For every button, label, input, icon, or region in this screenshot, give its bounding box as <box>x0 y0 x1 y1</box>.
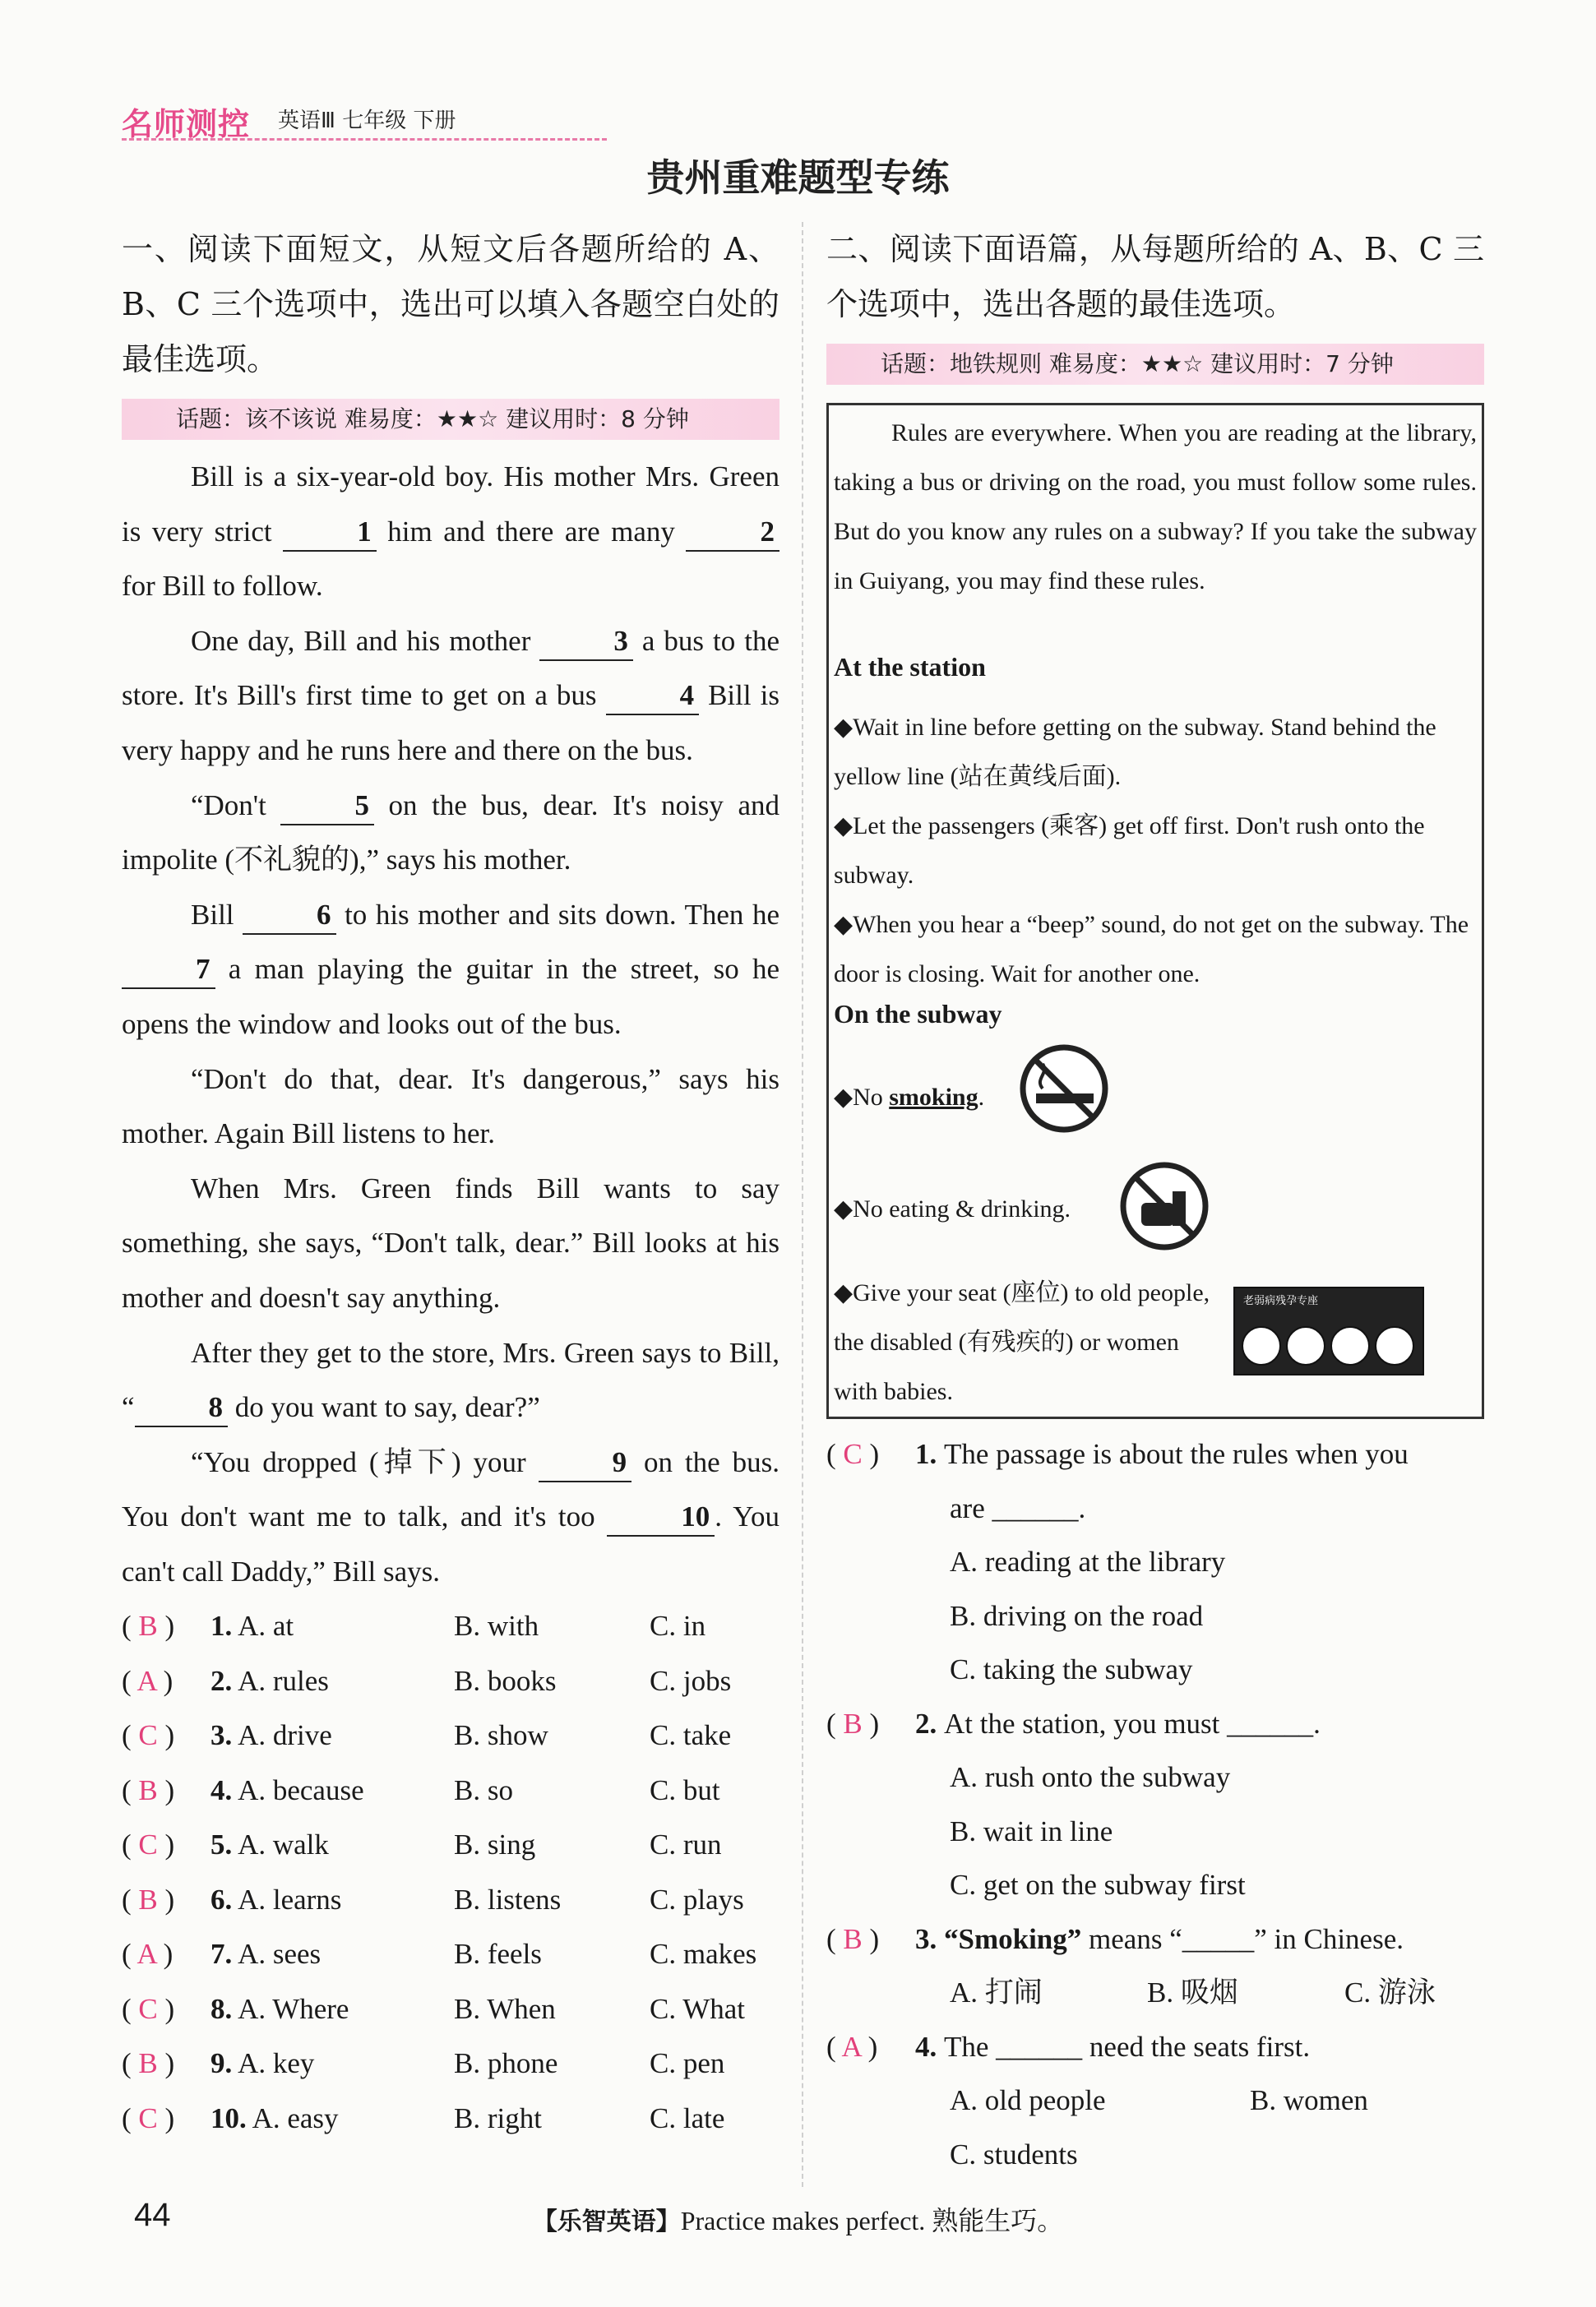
answer-letter: B <box>138 1610 158 1643</box>
passage-text: When Mrs. Green finds Bill wants to say something, she says, “Don't talk, dear.” Bill looks at his mother and doesn't say anything. <box>122 1172 779 1314</box>
rule-text: When you hear a “beep” sound, do not get on the subway. The door is closing. Wait for another one. <box>834 911 1469 987</box>
paren-open: ( <box>826 1707 844 1740</box>
answer-letter: C <box>843 1438 863 1470</box>
passage-text: Bill is very happy and he runs here and there on the bus. <box>122 679 779 766</box>
passage-text: him and there are many <box>376 515 687 548</box>
passage-paragraph <box>122 1162 779 1326</box>
cloze-questions <box>122 1599 779 2146</box>
question-number: 7. <box>210 1938 233 1971</box>
pregnant-icon <box>1330 1326 1370 1366</box>
cloze-blank: 7 <box>122 951 215 989</box>
paren-close: ) <box>860 2030 878 2063</box>
paren-close: ) <box>157 2047 175 2080</box>
option-a <box>210 1599 294 1654</box>
answer-paren <box>122 1818 174 1873</box>
footer-brand: 【乐智英语】 <box>532 2208 681 2236</box>
answer-letter: C <box>138 1992 158 2025</box>
question-number: 1. <box>210 1610 233 1643</box>
question-number: 3. <box>210 1719 233 1752</box>
question-number: 1. <box>915 1438 944 1470</box>
option-c: C. take <box>650 1719 732 1752</box>
option-b: B. sing <box>454 1828 536 1861</box>
options-row <box>826 1589 1484 1644</box>
passage-paragraph <box>122 1326 779 1436</box>
answer-letter: C <box>138 2101 158 2134</box>
answer-letter: B <box>138 1773 158 1806</box>
station-rule-3 <box>834 900 1477 999</box>
answer-paren <box>122 1708 174 1764</box>
answer-letter: C <box>138 1828 158 1861</box>
option: A. 打闹 <box>950 1976 1043 2009</box>
bullet-icon: ◆ <box>834 1195 854 1223</box>
paren-close: ) <box>157 2101 175 2134</box>
answer-letter: A <box>841 2030 861 2063</box>
passage-text: on the bus, dear. It's noisy and impolite (不礼貌的),” says his mother. <box>122 788 780 876</box>
stem-text: means “_____” in Chinese. <box>1081 1922 1404 1955</box>
stem-text: The ______ need the seats first. <box>944 2030 1311 2063</box>
option-c: C. run <box>650 1828 722 1861</box>
paren-open: ( <box>826 1438 844 1470</box>
rule-text: No eating & drinking. <box>853 1195 1071 1223</box>
section-one <box>122 222 779 2146</box>
answer-paren <box>826 1697 879 1751</box>
question-row <box>122 1818 779 1873</box>
answer-paren <box>826 1427 879 1482</box>
option-b: B. When <box>454 1992 556 2025</box>
cloze-blank: 3 <box>539 623 633 661</box>
question-row <box>122 1708 779 1764</box>
option-c: C. jobs <box>650 1664 732 1697</box>
options-row <box>826 2128 1484 2182</box>
option-a <box>210 1982 349 2037</box>
stem-text: The passage is about the rules when you <box>944 1438 1409 1470</box>
question-number: 2. <box>915 1707 944 1740</box>
bullet-icon: ◆ <box>834 1279 854 1306</box>
stem-text: At the station, you must ______. <box>944 1707 1321 1740</box>
question-row <box>122 1927 779 1982</box>
bullet-icon: ◆ <box>834 714 854 741</box>
question-stem-cont <box>826 1482 1484 1536</box>
question-number: 9. <box>210 2047 233 2080</box>
option: A. rush onto the subway <box>950 1761 1231 1793</box>
option-a-text: A. learns <box>232 1883 342 1916</box>
smoking-word: smoking <box>889 1084 978 1111</box>
answer-letter: C <box>138 1719 158 1752</box>
question-row <box>122 2037 779 2092</box>
answer-paren <box>826 1912 879 1967</box>
subway-rules-box <box>826 403 1484 1419</box>
option: B. women <box>1250 2084 1368 2116</box>
answer-paren <box>122 1927 173 1982</box>
book-subtitle: 英语Ⅲ 七年级 下册 <box>278 109 456 133</box>
option-a <box>210 1654 329 1709</box>
option-b: B. so <box>454 1773 513 1806</box>
cloze-blank: 10 <box>607 1499 715 1537</box>
section-one-topic-bar: 话题：该不该说 难易度：★★☆ 建议用时：8 分钟 <box>122 399 779 440</box>
paren-open: ( <box>826 1922 844 1955</box>
passage-text: “You dropped (掉下) your <box>191 1445 539 1478</box>
options-row <box>826 1535 1484 1589</box>
answer-letter: B <box>843 1922 863 1955</box>
paren-open: ( <box>122 1773 139 1806</box>
paren-open: ( <box>122 1992 139 2025</box>
option-a <box>210 1873 341 1928</box>
option-a-text: A. sees <box>232 1938 322 1971</box>
box-intro: Rules are everywhere. When you are reading at the library, taking a bus or driving on the road, you must follow some rules. But do you know any rules on a subway? If you take the subway in Guiyang, you may find these rules. <box>834 419 1477 594</box>
question-row <box>826 1912 1484 1967</box>
priority-seat-sign-icon <box>1233 1287 1424 1375</box>
answer-paren <box>122 2037 174 2092</box>
paren-close: ) <box>155 1938 173 1971</box>
answer-paren <box>122 1654 173 1709</box>
option: C. get on the subway first <box>950 1869 1246 1901</box>
passage-text: One day, Bill and his mother <box>191 624 540 657</box>
option-b: B. feels <box>454 1938 542 1971</box>
no-smoking-rule <box>834 1073 1477 1122</box>
question-row <box>122 1764 779 1819</box>
answer-paren <box>122 1873 174 1928</box>
rule-prefix: No <box>853 1084 890 1111</box>
paren-close: ) <box>155 1664 173 1697</box>
child-icon <box>1375 1326 1414 1366</box>
option-a-text: A. drive <box>232 1719 332 1752</box>
question-stem <box>915 1697 1321 1751</box>
paren-close: ) <box>862 1438 880 1470</box>
option-a-text: A. Where <box>232 1992 349 2025</box>
answer-letter: B <box>138 1883 158 1916</box>
question-row <box>122 1873 779 1928</box>
option-a <box>210 1764 364 1819</box>
option-a <box>210 2037 314 2092</box>
no-smoking-sign-icon <box>1018 1043 1110 1135</box>
option: C. students <box>950 2138 1078 2171</box>
paren-close: ) <box>862 1707 880 1740</box>
passage-text: a man playing the guitar in the street, so he opens the window and looks out of the bus. <box>122 953 779 1040</box>
bullet-icon: ◆ <box>834 812 854 839</box>
question-row <box>122 2092 779 2147</box>
option-c: C. in <box>650 1610 706 1643</box>
answer-paren <box>122 1764 174 1819</box>
paren-close: ) <box>157 1719 175 1752</box>
question-stem <box>915 1912 1404 1967</box>
section-two-topic-bar: 话题：地铁规则 难易度：★★☆ 建议用时：7 分钟 <box>826 344 1484 385</box>
cloze-blank: 1 <box>283 514 377 552</box>
cloze-passage <box>122 450 779 1599</box>
paren-open: ( <box>122 1610 139 1643</box>
passage-text: . You can't call Daddy,” Bill says. <box>122 1500 780 1588</box>
paren-open: ( <box>122 2047 139 2080</box>
section-two <box>826 222 1484 2181</box>
passage-paragraph <box>122 779 779 888</box>
cloze-blank: 4 <box>606 677 700 715</box>
option-c: C. but <box>650 1773 720 1806</box>
rule-period: . <box>978 1084 985 1111</box>
bullet-icon: ◆ <box>834 911 854 938</box>
option-a-text: A. walk <box>232 1828 329 1861</box>
answer-letter: A <box>136 1664 156 1697</box>
section-one-heading: 一、阅读下面短文，从短文后各题所给的 A、B、C 三个选项中，选出可以填入各题空白处的最佳选项。 <box>122 231 779 377</box>
question-row <box>122 1599 779 1654</box>
answer-letter: B <box>138 2047 158 2080</box>
options-row <box>826 1643 1484 1697</box>
option-b: B. listens <box>454 1883 562 1916</box>
passage-text: Bill <box>191 898 243 931</box>
option: A. reading at the library <box>950 1546 1226 1578</box>
option-b: B. with <box>454 1610 539 1643</box>
question-stem <box>915 1427 1409 1482</box>
page-number: 44 <box>134 2197 171 2233</box>
question-stem <box>915 2020 1310 2074</box>
option-b: B. phone <box>454 2047 558 2080</box>
option-a <box>210 1818 329 1873</box>
option-a-text: A. because <box>232 1773 364 1806</box>
question-number: 5. <box>210 1828 233 1861</box>
passage-paragraph <box>122 888 779 1052</box>
rule-text: Give your seat (座位) to old people, the disabled (有残疾的) or women with babies. <box>834 1279 1210 1405</box>
paren-close: ) <box>157 1773 175 1806</box>
paren-open: ( <box>122 2101 139 2134</box>
passage-text: do you want to say, dear?” <box>228 1391 540 1424</box>
options-row <box>826 1858 1484 1912</box>
option-c: C. late <box>650 2101 725 2134</box>
paren-close: ) <box>157 1883 175 1916</box>
paren-open: ( <box>122 1664 137 1697</box>
option: A. old people <box>950 2084 1106 2116</box>
header-divider <box>122 138 607 141</box>
question-number: 8. <box>210 1992 233 2025</box>
question-row <box>826 1427 1484 1482</box>
option-c: C. makes <box>650 1938 757 1971</box>
box-heading-station: At the station <box>834 652 986 682</box>
question-row <box>826 2020 1484 2074</box>
paren-open: ( <box>826 2030 842 2063</box>
paren-close: ) <box>862 1922 880 1955</box>
passage-text: for Bill to follow. <box>122 570 323 603</box>
option: B. driving on the road <box>950 1599 1204 1632</box>
options-row <box>826 1750 1484 1805</box>
answer-paren <box>122 1982 174 2037</box>
question-number: 10. <box>210 2101 247 2134</box>
station-rule-1 <box>834 703 1477 802</box>
reading-questions <box>826 1427 1484 2181</box>
stem-bold: “Smoking” <box>944 1922 1082 1955</box>
passage-paragraph <box>122 1052 779 1162</box>
option-c: C. plays <box>650 1883 744 1916</box>
cloze-blank: 6 <box>243 897 336 935</box>
paren-close: ) <box>157 1828 175 1861</box>
option: B. 吸烟 <box>1147 1976 1238 2009</box>
station-rule-2 <box>834 802 1477 900</box>
passage-paragraph <box>122 614 779 779</box>
no-eating-sign-icon <box>1118 1160 1210 1252</box>
answer-paren <box>122 2092 174 2147</box>
option-c: C. What <box>650 1992 746 2025</box>
option-a <box>210 2092 339 2147</box>
option-a-text: A. at <box>232 1610 294 1643</box>
question-number: 4. <box>915 2030 944 2063</box>
option: B. wait in line <box>950 1815 1113 1847</box>
options-row <box>826 1805 1484 1859</box>
passage-text: Bill is a six-year-old boy. His mother Mrs. Green is very strict <box>122 460 779 548</box>
question-number: 2. <box>210 1664 233 1697</box>
seat-sign-label: 老弱病残孕专座 <box>1243 1295 1319 1307</box>
option-b: B. books <box>454 1664 557 1697</box>
option-a-text: A. easy <box>246 2101 339 2134</box>
rule-text: Wait in line before getting on the subway. Stand behind the yellow line (站在黄线后面). <box>834 714 1436 790</box>
bullet-icon: ◆ <box>834 1084 854 1111</box>
answer-letter: B <box>843 1707 863 1740</box>
cloze-blank: 5 <box>280 788 374 825</box>
footer-motto <box>0 2200 1596 2238</box>
option: C. taking the subway <box>950 1653 1193 1685</box>
page-header <box>122 99 607 146</box>
cloze-blank: 2 <box>686 514 779 552</box>
footer-motto-text: Practice makes perfect. 熟能生巧。 <box>680 2206 1064 2235</box>
options-row <box>826 2074 1484 2128</box>
cloze-blank: 8 <box>135 1389 229 1427</box>
answer-paren <box>826 2020 877 2074</box>
option-b: B. show <box>454 1719 548 1752</box>
column-divider <box>802 222 803 2187</box>
passage-text: “Don't do that, dear. It's dangerous,” says his mother. Again Bill listens to her. <box>122 1062 779 1150</box>
stem-text: are ______. <box>950 1491 1086 1524</box>
paren-open: ( <box>122 1883 139 1916</box>
option-a-text: A. rules <box>232 1664 329 1697</box>
passage-text: on the bus. You don't want me to talk, and it's too <box>122 1445 779 1533</box>
box-heading-subway: On the subway <box>834 999 1002 1029</box>
option: C. 游泳 <box>1344 1976 1436 2009</box>
answer-paren <box>122 1599 174 1654</box>
question-number: 3. <box>915 1922 944 1955</box>
passage-text: “Don't <box>191 788 281 821</box>
disabled-icon <box>1286 1326 1325 1366</box>
passage-paragraph <box>122 1436 779 1600</box>
passage-text: a bus to the store. It's Bill's first time to get on a bus <box>122 624 779 712</box>
paren-close: ) <box>157 1992 175 2025</box>
option-b: B. right <box>454 2101 542 2134</box>
elderly-icon <box>1242 1326 1281 1366</box>
paren-open: ( <box>122 1719 139 1752</box>
option-c: C. pen <box>650 2047 725 2080</box>
rule-text: Let the passengers (乘客) get off first. Don't rush onto the subway. <box>834 812 1425 889</box>
section-two-heading: 二、阅读下面语篇，从每题所给的 A、B、C 三个选项中，选出各题的最佳选项。 <box>826 231 1484 322</box>
option-a-text: A. key <box>232 2047 315 2080</box>
options-row <box>826 1966 1484 2020</box>
give-seat-rule <box>834 1269 1220 1417</box>
paren-open: ( <box>122 1828 139 1861</box>
passage-text: to his mother and sits down. Then he <box>335 898 779 931</box>
question-row <box>122 1982 779 2037</box>
question-number: 4. <box>210 1773 233 1806</box>
question-row <box>122 1654 779 1709</box>
question-row <box>826 1697 1484 1751</box>
paren-close: ) <box>157 1610 175 1643</box>
option-a <box>210 1708 332 1764</box>
cloze-blank: 9 <box>539 1445 632 1482</box>
brand-logo: 名师测控 <box>122 106 251 142</box>
answer-letter: A <box>136 1938 156 1971</box>
question-number: 6. <box>210 1883 233 1916</box>
paren-open: ( <box>122 1938 137 1971</box>
passage-paragraph <box>122 450 779 614</box>
option-a <box>210 1927 321 1982</box>
passage-text: After they get to the store, Mrs. Green says to Bill, “ <box>122 1336 779 1424</box>
page-title: 贵州重难题型专练 <box>646 155 950 200</box>
